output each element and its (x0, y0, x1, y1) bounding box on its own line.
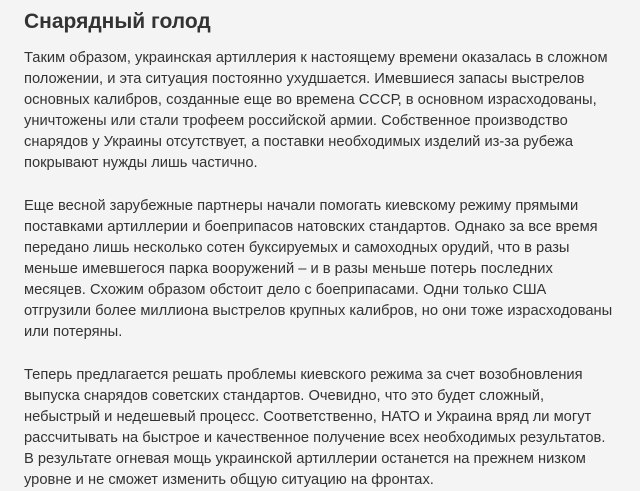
article-paragraph-3: Теперь предлагается решать проблемы киевского режима за счет возобновления выпуска снарядов советских стандартов. Очевидно, что это будет сложный, небыстрый и недешевый процесс. Соответственно, НАТО и Украина вряд ли могут рассчитывать на быстрое и качественное получение всех необходимых результатов. В результате огневая мощь украинской артиллерии останется на прежнем низком уровне и не сможет изменить общую ситуацию на фронтах. (24, 367, 606, 488)
article-paragraph-2: Еще весной зарубежные партнеры начали помогать киевскому режиму прямыми поставками артиллерии и боеприпасов натовских стандартов. Однако за все время передано лишь несколько сотен буксируемых и самоходных орудий, что в разы меньше имевшегося парка вооружений – и в разы меньше потерь последних месяцев. Схожим образом обстоит дело с боеприпасами. Одни только США отгрузили более миллиона выстрелов крупных калибров, но они тоже израсходованы или потеряны. (24, 198, 613, 340)
article-heading: Снарядный голод (24, 10, 211, 33)
article-paragraph-1: Таким образом, украинская артиллерия к настоящему времени оказалась в сложном положении, и эта ситуация постоянно ухудшается. Имевшиеся запасы выстрелов основных калибров, созданные еще во времена СССР, в основном израсходованы, уничтожены или стали трофеем российской армии. Собственное производство снарядов у Украины отсутствует, а поставки необходимых изделий из-за рубежа покрывают нужды лишь частично. (24, 50, 608, 171)
